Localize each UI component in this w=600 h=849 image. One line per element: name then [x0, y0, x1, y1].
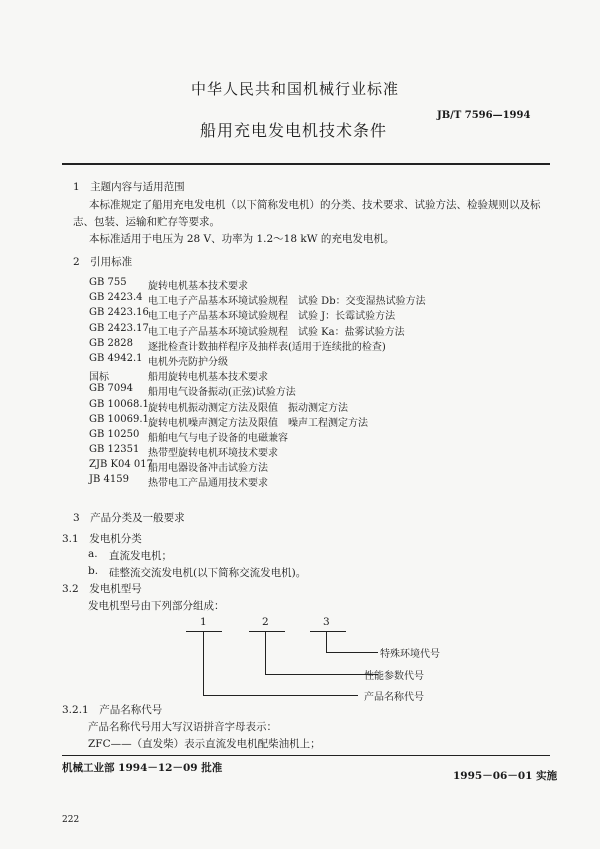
reference-code: GB 7094 — [89, 383, 133, 395]
reference-title: 船舶电气与电子设备的电磁兼容 — [148, 432, 288, 444]
list-item-a: 直流发电机； — [109, 550, 172, 562]
reference-title: 旋转电机噪声测定方法及限值 噪声工程测定方法 — [148, 417, 368, 429]
reference-code: GB 755 — [89, 277, 127, 288]
reference-title: 热带电工产品通用技术要求 — [148, 478, 268, 490]
reference-title: 船用电气设备振动(正弦)试验方法 — [148, 387, 296, 399]
section-3-heading: 3 产品分类及一般要求 — [73, 512, 185, 524]
reference-code: GB 4942.1 — [89, 352, 143, 364]
reference-title: 热带型旋转电机环境技术要求 — [148, 448, 278, 460]
reference-title: 逐批检查计数抽样程序及抽样表(适用于连续批的检查) — [148, 341, 386, 353]
diagram-leader-3-vertical — [326, 631, 327, 653]
reference-code: JB 4159 — [89, 474, 129, 486]
diagram-leader-2-vertical — [265, 631, 266, 675]
reference-code: GB 10069.1 — [89, 413, 149, 425]
list-label-b: b. — [88, 565, 99, 577]
reference-title: 船用电器设备冲击试验方法 — [148, 463, 268, 475]
reference-title: 旋转电机基本技术要求 — [148, 281, 248, 292]
page-number: 222 — [62, 815, 80, 825]
diagram-leader-1-vertical — [203, 631, 204, 696]
section-3-1-heading: 3.1 发电机分类 — [62, 533, 142, 545]
section-1-paragraph-1-cont: 志、包装、运输和贮存等要求。 — [73, 216, 220, 228]
diagram-underline-2 — [249, 631, 285, 632]
diagram-underline-1 — [186, 631, 222, 632]
reference-code: GB 12351 — [89, 444, 140, 456]
diagram-digit-3: 3 — [323, 616, 330, 628]
diagram-leader-3-horizontal — [326, 652, 378, 653]
section-1-paragraph-2: 本标准适用于电压为 28 V、功率为 1.2～18 kW 的充电发电机。 — [89, 233, 395, 245]
reference-code: GB 10250 — [89, 428, 140, 440]
document-title: 船用充电发电机技术条件 — [200, 121, 388, 140]
reference-title: 电工电子产品基本环境试验规程 试验 J：长霉试验方法 — [148, 311, 396, 323]
reference-title: 电机外壳防护分级 — [148, 356, 228, 368]
diagram-leader-2-horizontal — [265, 674, 378, 675]
section-2-heading: 2 引用标准 — [73, 256, 133, 268]
diagram-digit-2: 2 — [262, 616, 269, 628]
diagram-leader-1-horizontal — [203, 695, 358, 696]
header-rule — [62, 163, 550, 165]
section-3-2-heading: 3.2 发电机型号 — [62, 583, 142, 595]
reference-title: 电工电子产品基本环境试验规程 试验 Db：交变湿热试验方法 — [148, 296, 426, 308]
reference-title: 电工电子产品基本环境试验规程 试验 Ka：盐雾试验方法 — [148, 326, 405, 338]
diagram-underline-3 — [310, 631, 346, 632]
section-3-2-1-text: 产品名称代号用大写汉语拼音字母表示： — [88, 721, 277, 733]
section-1-paragraph-1: 本标准规定了船用充电发电机（以下简称发电机）的分类、技术要求、试验方法、检验规则以及标 — [89, 199, 541, 211]
reference-code: ZJB K04 017 — [89, 459, 153, 471]
diagram-label-performance: 性能参数代号 — [364, 671, 424, 682]
diagram-digit-1: 1 — [200, 616, 207, 628]
reference-code: GB 2828 — [89, 337, 133, 349]
section-3-2-text: 发电机型号由下列部分组成： — [88, 600, 225, 612]
reference-code: GB 10068.1 — [89, 398, 149, 410]
reference-code: GB 2423.16 — [89, 307, 149, 319]
list-label-a: a. — [88, 548, 98, 560]
diagram-label-special-env: 特殊环境代号 — [380, 649, 440, 660]
diagram-label-product-name: 产品名称代号 — [364, 692, 424, 703]
section-3-2-1-heading: 3.2.1 产品名称代号 — [62, 704, 163, 716]
reference-title: 船用旋转电机基本技术要求 — [148, 372, 268, 384]
reference-code: 国标 — [89, 372, 109, 384]
implementation-date: 1995－06－01 实施 — [453, 770, 558, 782]
footer-rule — [62, 755, 550, 756]
standard-org-title: 中华人民共和国机械行业标准 — [191, 80, 400, 98]
reference-title: 旋转电机振动测定方法及限值 振动测定方法 — [148, 402, 348, 414]
approval-date: 机械工业部 1994－12－09 批准 — [62, 762, 223, 774]
list-item-b: 硅整流交流发电机(以下简称交流发电机)。 — [109, 567, 307, 579]
section-1-heading: 1 主题内容与适用范围 — [73, 181, 185, 193]
standard-number: JB/T 7596—1994 — [437, 110, 531, 121]
section-3-2-1-example: ZFC——（直发柴）表示直流发电机配柴油机上； — [88, 738, 321, 750]
reference-code: GB 2423.4 — [89, 292, 143, 304]
reference-code: GB 2423.17 — [89, 322, 149, 334]
